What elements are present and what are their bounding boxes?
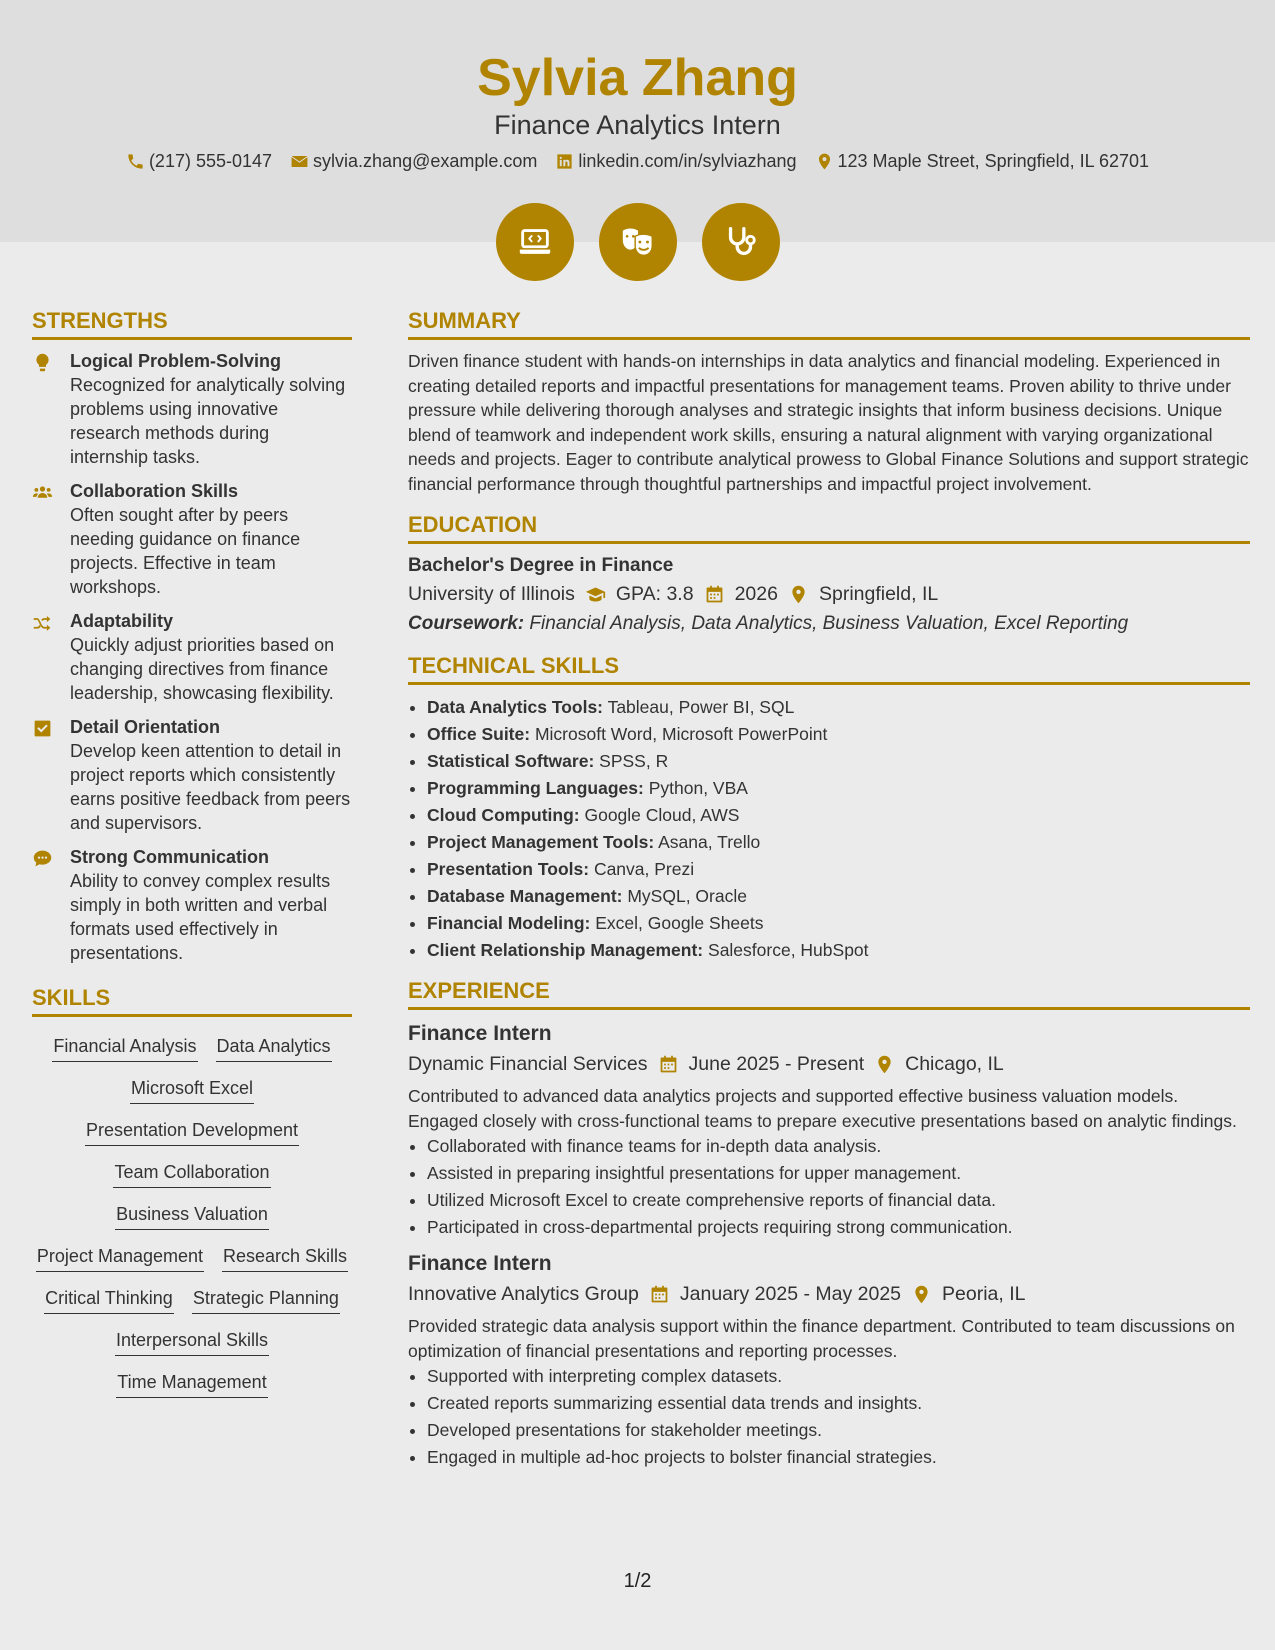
linkedin-text: linkedin.com/in/sylviazhang: [578, 151, 797, 171]
address-text: 123 Maple Street, Springfield, IL 62701: [837, 151, 1150, 171]
gpa-text: GPA: 3.8: [615, 583, 694, 605]
job-bullets: [408, 1363, 1250, 1471]
tech-skill-label: Project Management Tools:: [427, 832, 655, 852]
contact-phone[interactable]: [126, 151, 272, 172]
education-heading: EDUCATION: [408, 512, 1250, 544]
job-bullet: • Developed presentations for stakeholder meetings.: [427, 1417, 1250, 1444]
tech-skill-value: Excel, Google Sheets: [595, 913, 764, 933]
skill-tag: Presentation Development: [85, 1118, 299, 1146]
strength-desc: Recognized for analytically solving problems using innovative research methods during internship tasks.: [70, 375, 346, 467]
badge-masks: [599, 203, 677, 281]
degree-title: Bachelor's Degree in Finance: [408, 555, 674, 576]
shuffle-icon: [32, 612, 53, 633]
tech-skill-item: [427, 883, 1250, 910]
tech-skill-value: Google Cloud, AWS: [584, 805, 740, 825]
job-entry: [408, 1249, 1250, 1471]
strength-item: [32, 845, 352, 965]
strength-title: Logical Problem-Solving: [70, 351, 282, 371]
strength-desc: Often sought after by peers needing guidance on finance projects. Effective in team workshops.: [70, 505, 301, 597]
stethoscope-icon: [722, 223, 760, 261]
summary-heading: SUMMARY: [408, 308, 1250, 340]
coursework-list: Financial Analysis, Data Analytics, Business Valuation, Excel Reporting: [529, 613, 1129, 634]
technical-heading: TECHNICAL SKILLS: [408, 653, 1250, 685]
contact-linkedin[interactable]: [555, 151, 796, 172]
calendar-icon: [658, 1054, 679, 1075]
skill-tag: Business Valuation: [115, 1202, 269, 1230]
tech-skill-item: [427, 748, 1250, 775]
skill-tag: Research Skills: [222, 1244, 348, 1272]
laptop-code-icon: [516, 223, 554, 261]
tech-skill-value: SPSS, R: [599, 751, 669, 771]
page-number: 1/2: [623, 1570, 652, 1592]
tech-skill-value: MySQL, Oracle: [627, 886, 747, 906]
skill-tag: Project Management: [36, 1244, 204, 1272]
phone-icon: [126, 152, 145, 171]
company-name: Dynamic Financial Services: [408, 1053, 648, 1075]
job-entry: [408, 1019, 1250, 1241]
calendar-icon: [704, 584, 725, 605]
contact-address: [815, 151, 1150, 172]
strength-title: Adaptability: [70, 611, 174, 631]
job-location: Peoria, IL: [942, 1283, 1026, 1305]
skill-tag: Financial Analysis: [52, 1034, 197, 1062]
coursework-label: Coursework:: [408, 613, 525, 634]
job-bullet: • Created reports summarizing essential data trends and insights.: [427, 1390, 1250, 1417]
tech-skill-label: Data Analytics Tools:: [427, 697, 604, 717]
tech-skill-value: Asana, Trello: [658, 832, 761, 852]
strength-desc: Develop keen attention to detail in project reports which consistently earns positive feedback from peers and supervisors.: [70, 741, 351, 833]
badge-laptop: [496, 203, 574, 281]
job-title: Finance Intern: [408, 1252, 552, 1275]
tech-skill-label: Financial Modeling:: [427, 913, 591, 933]
job-bullets: [408, 1133, 1250, 1241]
calendar-icon: [649, 1284, 670, 1305]
map-pin-icon: [815, 152, 834, 171]
left-column: [32, 308, 352, 1398]
tech-skill-value: Python, VBA: [648, 778, 748, 798]
skills-list: [32, 1026, 352, 1398]
map-pin-icon: [788, 584, 809, 605]
job-location: Chicago, IL: [905, 1053, 1004, 1075]
skill-tag: Critical Thinking: [44, 1286, 174, 1314]
users-icon: [32, 482, 53, 503]
badge-stethoscope: [702, 203, 780, 281]
strength-item: [32, 715, 352, 835]
theater-masks-icon: [619, 223, 657, 261]
tech-skill-value: Tableau, Power BI, SQL: [607, 697, 795, 717]
job-meta: [408, 1279, 1250, 1309]
skill-tag: Microsoft Excel: [130, 1076, 254, 1104]
company-name: Innovative Analytics Group: [408, 1283, 639, 1305]
skill-tag: Team Collaboration: [113, 1160, 270, 1188]
job-description: Provided strategic data analysis support within the finance department. Contributed to team discussions on optimization of financial presentations and reporting processes.: [408, 1316, 1235, 1361]
tech-skill-item: [427, 937, 1250, 964]
job-bullet: • Assisted in preparing insightful presentations for upper management.: [427, 1160, 1250, 1187]
tech-skill-item: [427, 721, 1250, 748]
education-meta: [408, 579, 1250, 609]
candidate-role: Finance Analytics Intern: [494, 110, 781, 140]
coursework: [408, 609, 1250, 639]
envelope-icon: [290, 152, 309, 171]
job-bullet: • Collaborated with finance teams for in-depth data analysis.: [427, 1133, 1250, 1160]
summary-text: Driven finance student with hands-on internships in data analytics and financial modeling. Experienced in creating detailed reports and impactful presentations for management teams. Proven ability to thrive under pressure while delivering thorough analyses and strategic insights that inform business decisions. Unique blend of teamwork and independent work skills, ensuring a natural alignment with varying organizational needs and projects. Eager to contribute analytical prowess to Global Finance Solutions and support strategic financial performance through thoughtful partnerships and impactful project involvement.: [408, 351, 1249, 494]
lightbulb-icon: [32, 352, 53, 373]
map-pin-icon: [911, 1284, 932, 1305]
strengths-heading: STRENGTHS: [32, 308, 352, 340]
job-dates: January 2025 - May 2025: [679, 1283, 902, 1305]
tech-skill-item: [427, 775, 1250, 802]
tech-skill-value: Salesforce, HubSpot: [708, 940, 869, 960]
strength-item: [32, 479, 352, 599]
technical-list: [408, 694, 1250, 964]
strength-item: [32, 349, 352, 469]
tech-skill-label: Office Suite:: [427, 724, 531, 744]
tech-skill-value: Canva, Prezi: [593, 859, 695, 879]
job-dates: June 2025 - Present: [688, 1053, 865, 1075]
tech-skill-label: Database Management:: [427, 886, 623, 906]
tech-skill-item: [427, 910, 1250, 937]
badge-row: [0, 203, 1275, 281]
phone-text: (217) 555-0147: [148, 151, 273, 171]
job-title: Finance Intern: [408, 1022, 552, 1045]
contact-row: [0, 151, 1275, 172]
strength-title: Detail Orientation: [70, 717, 221, 737]
comment-dots-icon: [32, 848, 53, 869]
strength-title: Collaboration Skills: [70, 481, 239, 501]
right-column: [408, 308, 1250, 1471]
tech-skill-label: Statistical Software:: [427, 751, 595, 771]
job-bullet: • Participated in cross-departmental projects requiring strong communication.: [427, 1214, 1250, 1241]
skill-tag: Time Management: [116, 1370, 267, 1398]
job-bullet: • Engaged in multiple ad-hoc projects to bolster financial strategies.: [427, 1444, 1250, 1471]
tech-skill-value: Microsoft Word, Microsoft PowerPoint: [534, 724, 828, 744]
linkedin-icon: [555, 152, 574, 171]
strength-desc: Quickly adjust priorities based on changing directives from finance leadership, showcasing flexibility.: [70, 635, 335, 703]
strength-item: [32, 609, 352, 705]
tech-skill-label: Cloud Computing:: [427, 805, 580, 825]
map-pin-icon: [874, 1054, 895, 1075]
skill-tag: Strategic Planning: [192, 1286, 340, 1314]
job-meta: [408, 1049, 1250, 1079]
check-square-icon: [32, 718, 53, 739]
candidate-name: Sylvia Zhang: [477, 49, 798, 107]
tech-skill-item: [427, 802, 1250, 829]
tech-skill-label: Programming Languages:: [427, 778, 644, 798]
strength-desc: Ability to convey complex results simply in both written and verbal formats used effectively in presentations.: [70, 871, 331, 963]
tech-skill-item: [427, 694, 1250, 721]
job-bullet: • Utilized Microsoft Excel to create comprehensive reports of financial data.: [427, 1187, 1250, 1214]
skill-tag: Data Analytics: [216, 1034, 332, 1062]
tech-skill-item: [427, 856, 1250, 883]
tech-skill-item: [427, 829, 1250, 856]
school-name: University of Illinois: [408, 583, 575, 605]
strengths-list: [32, 349, 352, 965]
job-description: Contributed to advanced data analytics projects and supported effective business valuation models. Engaged closely with cross-functional teams to prepare executive presentations based on analytic findings.: [408, 1086, 1237, 1131]
skills-heading: SKILLS: [32, 985, 352, 1017]
strength-title: Strong Communication: [70, 847, 269, 867]
contact-email[interactable]: [290, 151, 537, 172]
grad-year: 2026: [734, 583, 778, 605]
graduation-cap-icon: [585, 584, 606, 605]
tech-skill-label: Presentation Tools:: [427, 859, 590, 879]
experience-heading: EXPERIENCE: [408, 978, 1250, 1010]
job-bullet: • Supported with interpreting complex datasets.: [427, 1363, 1250, 1390]
tech-skill-label: Client Relationship Management:: [427, 940, 704, 960]
school-location: Springfield, IL: [818, 583, 939, 605]
email-text: sylvia.zhang@example.com: [313, 151, 538, 171]
skill-tag: Interpersonal Skills: [115, 1328, 269, 1356]
